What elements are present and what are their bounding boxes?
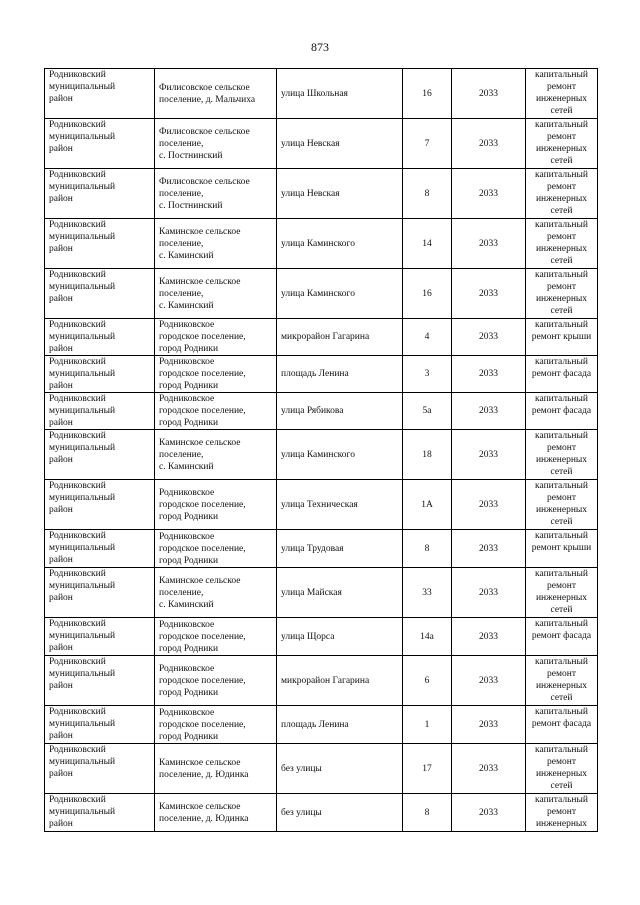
district-cell: Родниковский муниципальный район bbox=[45, 269, 155, 319]
house-cell: 8 bbox=[403, 794, 452, 832]
work-type-cell: капитальный ремонт крыши bbox=[526, 319, 598, 356]
house-cell: 18 bbox=[403, 430, 452, 480]
table-row bbox=[45, 430, 598, 480]
year-cell: 2033 bbox=[452, 169, 526, 219]
table-row bbox=[45, 656, 598, 706]
settlement-cell: Каминское сельское поселение, д. Юдинка bbox=[155, 744, 277, 794]
district-cell: Родниковский муниципальный район bbox=[45, 568, 155, 618]
street-cell: микрорайон Гагарина bbox=[277, 319, 403, 356]
table-row bbox=[45, 219, 598, 269]
house-cell: 5а bbox=[403, 393, 452, 430]
street-cell: без улицы bbox=[277, 794, 403, 832]
year-cell: 2033 bbox=[452, 356, 526, 393]
house-cell: 1А bbox=[403, 480, 452, 530]
table-row bbox=[45, 794, 598, 832]
street-cell: улица Щорса bbox=[277, 618, 403, 656]
table-row bbox=[45, 169, 598, 219]
house-cell: 33 bbox=[403, 568, 452, 618]
street-cell: площадь Ленина bbox=[277, 356, 403, 393]
work-type-cell: капитальный ремонт фасада bbox=[526, 393, 598, 430]
house-cell: 8 bbox=[403, 169, 452, 219]
settlement-cell: Филисовское сельское поселение, с. Постнинский bbox=[155, 119, 277, 169]
street-cell: площадь Ленина bbox=[277, 706, 403, 744]
year-cell: 2033 bbox=[452, 269, 526, 319]
district-cell: Родниковский муниципальный район bbox=[45, 430, 155, 480]
work-type-cell: капитальный ремонт фасада bbox=[526, 356, 598, 393]
district-cell: Родниковский муниципальный район bbox=[45, 744, 155, 794]
table-row bbox=[45, 119, 598, 169]
work-type-cell: капитальный ремонт инженерных сетей bbox=[526, 119, 598, 169]
table-row bbox=[45, 706, 598, 744]
street-cell: улица Каминского bbox=[277, 269, 403, 319]
district-cell: Родниковский муниципальный район bbox=[45, 219, 155, 269]
district-cell: Родниковский муниципальный район bbox=[45, 706, 155, 744]
settlement-cell: Родниковское городское поселение, город Родники bbox=[155, 706, 277, 744]
street-cell: улица Трудовая bbox=[277, 530, 403, 568]
district-cell: Родниковский муниципальный район bbox=[45, 119, 155, 169]
street-cell: без улицы bbox=[277, 744, 403, 794]
work-type-cell: капитальный ремонт инженерных сетей bbox=[526, 568, 598, 618]
repair-schedule-table bbox=[44, 68, 598, 832]
settlement-cell: Каминское сельское поселение, с. Каминский bbox=[155, 430, 277, 480]
house-cell: 1 bbox=[403, 706, 452, 744]
house-cell: 14а bbox=[403, 618, 452, 656]
work-type-cell: капитальный ремонт инженерных сетей bbox=[526, 744, 598, 794]
settlement-cell: Родниковское городское поселение, город Родники bbox=[155, 618, 277, 656]
page-number: 873 bbox=[311, 40, 329, 54]
table-body bbox=[45, 69, 598, 832]
table-row bbox=[45, 618, 598, 656]
street-cell: улица Рябикова bbox=[277, 393, 403, 430]
house-cell: 4 bbox=[403, 319, 452, 356]
street-cell: микрорайон Гагарина bbox=[277, 656, 403, 706]
settlement-cell: Родниковское городское поселение, город Родники bbox=[155, 480, 277, 530]
work-type-cell: капитальный ремонт фасада bbox=[526, 706, 598, 744]
house-cell: 14 bbox=[403, 219, 452, 269]
street-cell: улица Каминского bbox=[277, 219, 403, 269]
settlement-cell: Родниковское городское поселение, город Родники bbox=[155, 393, 277, 430]
year-cell: 2033 bbox=[452, 319, 526, 356]
house-cell: 7 bbox=[403, 119, 452, 169]
year-cell: 2033 bbox=[452, 393, 526, 430]
district-cell: Родниковский муниципальный район bbox=[45, 618, 155, 656]
district-cell: Родниковский муниципальный район bbox=[45, 530, 155, 568]
house-cell: 3 bbox=[403, 356, 452, 393]
settlement-cell: Родниковское городское поселение, город Родники bbox=[155, 319, 277, 356]
work-type-cell: капитальный ремонт инженерных сетей bbox=[526, 656, 598, 706]
table-row bbox=[45, 744, 598, 794]
year-cell: 2033 bbox=[452, 706, 526, 744]
table-row bbox=[45, 69, 598, 119]
work-type-cell: капитальный ремонт инженерных сетей bbox=[526, 430, 598, 480]
district-cell: Родниковский муниципальный район bbox=[45, 319, 155, 356]
table-row bbox=[45, 568, 598, 618]
table-row bbox=[45, 269, 598, 319]
settlement-cell: Родниковское городское поселение, город Родники bbox=[155, 656, 277, 706]
district-cell: Родниковский муниципальный район bbox=[45, 480, 155, 530]
house-cell: 16 bbox=[403, 269, 452, 319]
house-cell: 6 bbox=[403, 656, 452, 706]
table-row bbox=[45, 530, 598, 568]
street-cell: улица Каминского bbox=[277, 430, 403, 480]
street-cell: улица Невская bbox=[277, 169, 403, 219]
house-cell: 17 bbox=[403, 744, 452, 794]
settlement-cell: Каминское сельское поселение, с. Каминский bbox=[155, 568, 277, 618]
settlement-cell: Родниковское городское поселение, город Родники bbox=[155, 356, 277, 393]
year-cell: 2033 bbox=[452, 656, 526, 706]
street-cell: улица Техническая bbox=[277, 480, 403, 530]
table-row bbox=[45, 319, 598, 356]
year-cell: 2033 bbox=[452, 69, 526, 119]
year-cell: 2033 bbox=[452, 119, 526, 169]
street-cell: улица Майская bbox=[277, 568, 403, 618]
district-cell: Родниковский муниципальный район bbox=[45, 656, 155, 706]
table-row bbox=[45, 356, 598, 393]
work-type-cell: капитальный ремонт крыши bbox=[526, 530, 598, 568]
house-cell: 8 bbox=[403, 530, 452, 568]
work-type-cell: капитальный ремонт инженерных сетей bbox=[526, 219, 598, 269]
year-cell: 2033 bbox=[452, 618, 526, 656]
house-cell: 16 bbox=[403, 69, 452, 119]
street-cell: улица Школьная bbox=[277, 69, 403, 119]
year-cell: 2033 bbox=[452, 480, 526, 530]
work-type-cell: капитальный ремонт инженерных сетей bbox=[526, 269, 598, 319]
district-cell: Родниковский муниципальный район bbox=[45, 169, 155, 219]
district-cell: Родниковский муниципальный район bbox=[45, 794, 155, 832]
settlement-cell: Филисовское сельское поселение, д. Мальчиха bbox=[155, 69, 277, 119]
year-cell: 2033 bbox=[452, 430, 526, 480]
year-cell: 2033 bbox=[452, 530, 526, 568]
work-type-cell: капитальный ремонт инженерных сетей bbox=[526, 480, 598, 530]
table-row bbox=[45, 480, 598, 530]
street-cell: улица Невская bbox=[277, 119, 403, 169]
year-cell: 2033 bbox=[452, 568, 526, 618]
year-cell: 2033 bbox=[452, 794, 526, 832]
work-type-cell: капитальный ремонт инженерных bbox=[526, 794, 598, 832]
work-type-cell: капитальный ремонт инженерных сетей bbox=[526, 69, 598, 119]
settlement-cell: Филисовское сельское поселение, с. Постнинский bbox=[155, 169, 277, 219]
work-type-cell: капитальный ремонт инженерных сетей bbox=[526, 169, 598, 219]
table-row bbox=[45, 393, 598, 430]
settlement-cell: Каминское сельское поселение, д. Юдинка bbox=[155, 794, 277, 832]
settlement-cell: Каминское сельское поселение, с. Каминский bbox=[155, 269, 277, 319]
settlement-cell: Каминское сельское поселение, с. Каминский bbox=[155, 219, 277, 269]
district-cell: Родниковский муниципальный район bbox=[45, 69, 155, 119]
year-cell: 2033 bbox=[452, 744, 526, 794]
district-cell: Родниковский муниципальный район bbox=[45, 393, 155, 430]
settlement-cell: Родниковское городское поселение, город Родники bbox=[155, 530, 277, 568]
district-cell: Родниковский муниципальный район bbox=[45, 356, 155, 393]
year-cell: 2033 bbox=[452, 219, 526, 269]
work-type-cell: капитальный ремонт фасада bbox=[526, 618, 598, 656]
